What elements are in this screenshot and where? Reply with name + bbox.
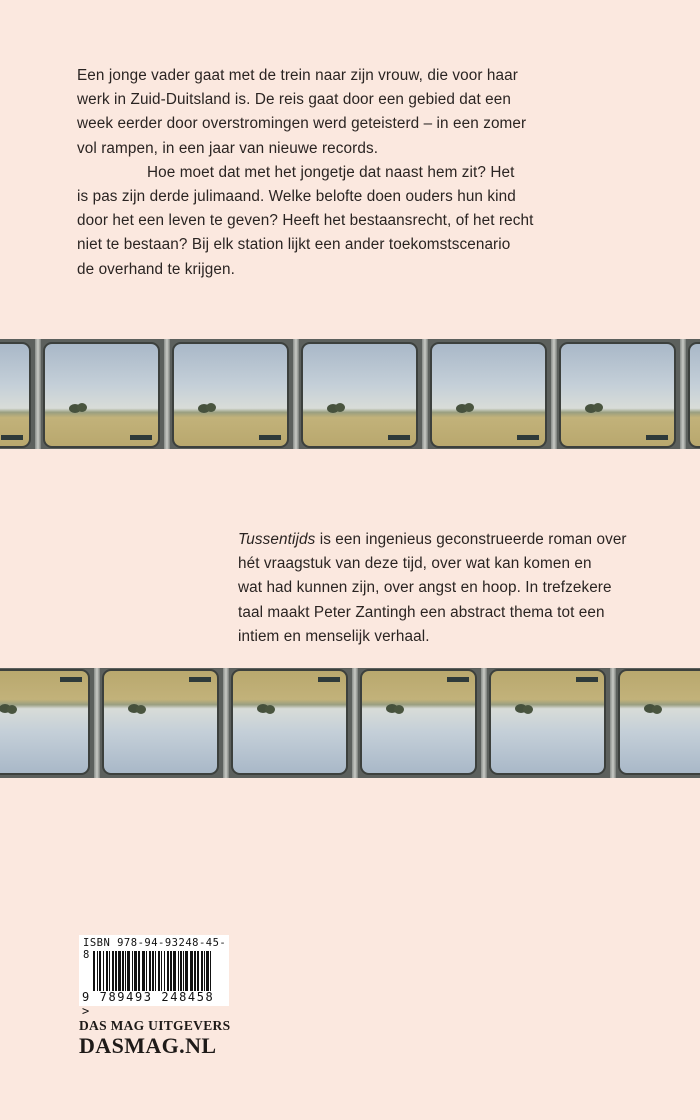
barcode-bar <box>97 951 98 991</box>
book-title: Tussentijds <box>238 531 316 548</box>
text-line: werk in Zuid-Duitsland is. De reis gaat door een gebied dat een <box>77 91 512 109</box>
train-window-frame <box>676 339 700 449</box>
train-window-strip-top <box>0 339 700 449</box>
barcode-bar <box>206 951 209 991</box>
train-window-frame <box>348 668 477 778</box>
train-window-frame <box>418 339 547 449</box>
barcode-bar <box>183 951 184 991</box>
text-line: intiem en menselijk verhaal. <box>238 627 430 645</box>
barcode-bar <box>109 951 110 991</box>
barcode-bar <box>210 951 211 991</box>
barcode-bar <box>180 951 182 991</box>
barcode-bar <box>122 951 124 991</box>
barcode-bar <box>106 951 108 991</box>
train-window-frame <box>289 339 418 449</box>
text-line: hét vraagstuk van deze tijd, over wat kan komen en <box>238 555 592 573</box>
barcode-bar <box>127 951 130 991</box>
text-line: niet te bestaan? Bij elk station lijkt een ander toekomstscenario <box>77 236 511 254</box>
barcode-bar <box>190 951 193 991</box>
barcode-bar <box>158 951 160 991</box>
train-window-frame <box>219 668 348 778</box>
barcode-bar <box>173 951 176 991</box>
train-window-frame <box>90 668 219 778</box>
barcode-bar <box>155 951 156 991</box>
blurb-intro <box>77 64 533 282</box>
barcode-bar <box>146 951 147 991</box>
isbn-label: ISBN 978-94-93248-45-8 <box>83 937 227 961</box>
isbn-barcode <box>79 935 229 1018</box>
train-window-frame <box>0 668 90 778</box>
barcode-bar <box>152 951 154 991</box>
barcode-bar <box>178 951 179 991</box>
train-window-frame <box>606 668 700 778</box>
barcode-bar <box>197 951 199 991</box>
text-line: is pas zijn derde julimaand. Welke belofte doen ouders hun kind <box>77 188 516 206</box>
ean-digits: 9 789493 248458 > <box>82 990 215 1018</box>
barcode-bar <box>103 951 104 991</box>
text-line: de overhand te krijgen. <box>77 260 235 278</box>
text-line: week eerder door overstromingen werd geteisterd – in een zomer <box>77 115 527 133</box>
barcode-bar <box>164 951 165 991</box>
barcode-bar <box>118 951 121 991</box>
barcode-bar <box>142 951 145 991</box>
barcode-bar <box>167 951 169 991</box>
barcode-bar <box>93 951 95 991</box>
train-window-frame <box>477 668 606 778</box>
barcode-bar <box>161 951 162 991</box>
barcode-bar <box>138 951 140 991</box>
train-window-frame <box>160 339 289 449</box>
barcode-bar <box>115 951 117 991</box>
text-line: vol rampen, in een jaar van nieuwe records. <box>77 139 379 157</box>
barcode-bar <box>134 951 137 991</box>
publisher-website: DASMAG.NL <box>79 1033 217 1058</box>
train-window-frame <box>0 339 31 449</box>
barcode-bar <box>125 951 126 991</box>
barcode-bar <box>112 951 114 991</box>
text-line: taal maakt Peter Zantingh een abstract thema tot een <box>238 603 605 621</box>
barcode-bar <box>99 951 101 991</box>
barcode-bar <box>132 951 133 991</box>
barcode-bars <box>93 951 215 991</box>
text-line: Een jonge vader gaat met de trein naar zijn vrouw, die voor haar <box>77 67 518 84</box>
barcode-bar <box>185 951 188 991</box>
text-line: door het een leven te geven? Heeft het bestaansrecht, of het recht <box>77 212 534 230</box>
train-window-strip-bottom <box>0 668 700 778</box>
text-line: Hoe moet dat met het jongetje dat naast hem zit? Het <box>147 163 515 181</box>
barcode-bar <box>204 951 205 991</box>
barcode-bar <box>194 951 196 991</box>
barcode-bar <box>149 951 151 991</box>
text-line: is een ingenieus geconstrueerde roman over <box>315 531 627 548</box>
text-line: wat had kunnen zijn, over angst en hoop. In trefzekere <box>238 579 612 597</box>
train-window-frame <box>547 339 676 449</box>
barcode-bar <box>170 951 172 991</box>
publisher-name: DAS MAG UITGEVERS <box>79 1018 231 1033</box>
train-window-frame <box>31 339 160 449</box>
barcode-bar <box>201 951 203 991</box>
blurb-summary <box>238 528 627 649</box>
